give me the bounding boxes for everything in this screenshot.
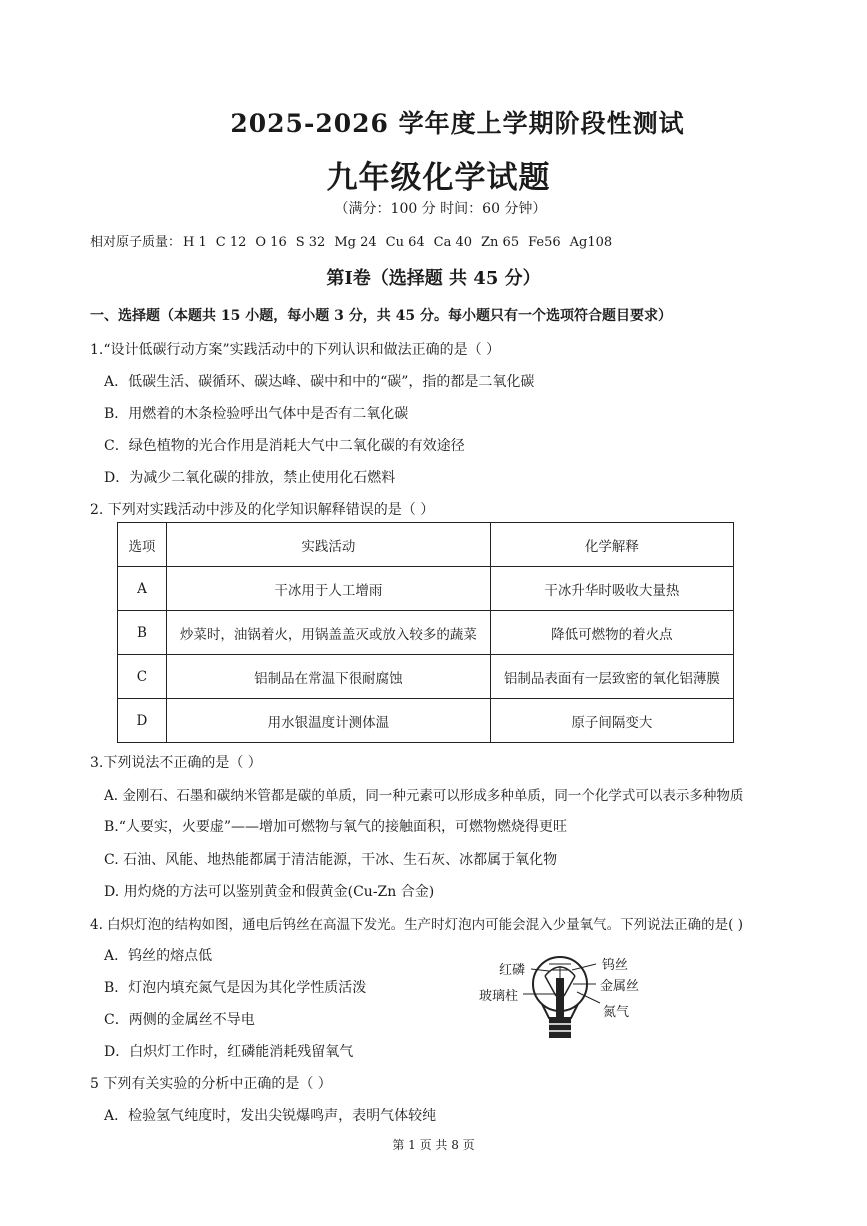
- table-cell: A: [118, 567, 167, 611]
- table-cell: 降低可燃物的着火点: [490, 611, 733, 655]
- table-cell: D: [118, 699, 167, 743]
- question-4-option-a: A．钨丝的熔点低: [104, 948, 213, 964]
- question-4-option-c: C．两侧的金属丝不导电: [104, 1012, 255, 1028]
- section-title: 一、选择题（本题共 15 小题，每小题 3 分，共 45 分。每小题只有一个选项符合题目要求）: [90, 308, 672, 324]
- table-cell: 原子间隔变大: [490, 699, 733, 743]
- table-row: [118, 611, 734, 655]
- question-1-option-c: C．绿色植物的光合作用是消耗大气中二氧化碳的有效途径: [104, 438, 465, 454]
- table-row: [118, 655, 734, 699]
- question-3-option-c: C. 石油、风能、地热能都属于清洁能源，干冰、生石灰、冰都属于氧化物: [104, 852, 558, 868]
- atomic-mass-item: Mg 24: [334, 235, 377, 250]
- exam-title: 2025-2026 学年度上学期阶段性测试: [230, 109, 685, 138]
- question-1-option-b: B．用燃着的木条检验呼出气体中是否有二氧化碳: [104, 406, 409, 422]
- atomic-mass-item: Ca 40: [433, 235, 473, 250]
- atomic-mass-item: H 1: [183, 235, 207, 250]
- question-5-option-a: A．检验氢气纯度时，发出尖锐爆鸣声，表明气体较纯: [104, 1108, 437, 1124]
- atomic-masses: [90, 231, 621, 250]
- table-header-cell: 实践活动: [166, 523, 490, 567]
- label-tungsten-wire: 钨丝: [602, 958, 629, 973]
- table-cell: 炒菜时，油锅着火，用锅盖盖灭或放入较多的蔬菜: [166, 611, 490, 655]
- question-2-stem: 2. 下列对实践活动中涉及的化学知识解释错误的是（ ）: [90, 502, 435, 518]
- volume-title: 第Ⅰ卷（选择题 共 45 分）: [326, 268, 541, 289]
- question-3-option-a: A. 金刚石、石墨和碳纳米管都是碳的单质，同一种元素可以形成多种单质，同一个化学式可以表示多种物质: [104, 788, 744, 804]
- question-3-stem: 3.下列说法不正确的是（ ）: [90, 755, 262, 771]
- question-3-option-d: D. 用灼烧的方法可以鉴别黄金和假黄金(Cu-Zn 合金): [104, 884, 435, 900]
- score-time-info: （满分：100 分 时间：60 分钟）: [334, 201, 547, 217]
- exam-subtitle: 九年级化学试题: [326, 160, 551, 196]
- table-cell: 用水银温度计测体温: [166, 699, 490, 743]
- page-footer: 第 1 页 共 8 页: [392, 1138, 475, 1152]
- question-4-option-d: D．白炽灯工作时，红磷能消耗残留氧气: [104, 1044, 354, 1060]
- table-cell: 铝制品在常温下很耐腐蚀: [166, 655, 490, 699]
- atomic-mass-item: Ag108: [569, 235, 613, 250]
- atomic-mass-item: O 16: [255, 235, 287, 250]
- table-row: [118, 567, 734, 611]
- table-cell: C: [118, 655, 167, 699]
- question-3-option-b: B.“人要实，火要虚”——增加可燃物与氧气的接触面积，可燃物燃烧得更旺: [104, 819, 568, 835]
- question-1-option-a: A．低碳生活、碳循环、碳达峰、碳中和中的“碳”，指的都是二氧化碳: [104, 374, 535, 390]
- atomic-mass-item: Fe56: [528, 235, 561, 250]
- table-header-row: [118, 523, 734, 567]
- question-4-stem: 4. 白炽灯泡的结构如图，通电后钨丝在高温下发光。生产时灯泡内可能会混入少量氧气。下列说法正确的是( ): [90, 917, 743, 933]
- question-4-option-b: B．灯泡内填充氮气是因为其化学性质活泼: [104, 980, 367, 996]
- light-bulb-figure: [477, 948, 677, 1048]
- atomic-mass-item: Zn 65: [481, 235, 520, 250]
- label-metal-wire: 金属丝: [600, 979, 640, 994]
- question-2-table: [117, 522, 734, 743]
- question-1-stem: 1.“设计低碳行动方案”实践活动中的下列认识和做法正确的是（ ）: [90, 342, 501, 358]
- table-cell: 干冰升华时吸收大量热: [490, 567, 733, 611]
- question-5-stem: 5 下列有关实验的分析中正确的是（ ）: [90, 1076, 332, 1092]
- atomic-mass-item: Cu 64: [385, 235, 425, 250]
- label-glass-post: 玻璃柱: [479, 989, 519, 1004]
- table-row: [118, 699, 734, 743]
- table-cell: 干冰用于人工增雨: [166, 567, 490, 611]
- table-header-cell: 化学解释: [490, 523, 733, 567]
- label-nitrogen: 氮气: [603, 1005, 630, 1020]
- question-1-option-d: D．为减少二氧化碳的排放，禁止使用化石燃料: [104, 470, 396, 486]
- atomic-masses-label: 相对原子质量：: [90, 235, 182, 250]
- table-cell: 铝制品表面有一层致密的氧化铝薄膜: [490, 655, 733, 699]
- table-header-cell: 选项: [118, 523, 167, 567]
- atomic-mass-item: S 32: [295, 235, 326, 250]
- atomic-mass-item: C 12: [215, 235, 247, 250]
- label-red-phosphorus: 红磷: [499, 963, 526, 978]
- table-cell: B: [118, 611, 167, 655]
